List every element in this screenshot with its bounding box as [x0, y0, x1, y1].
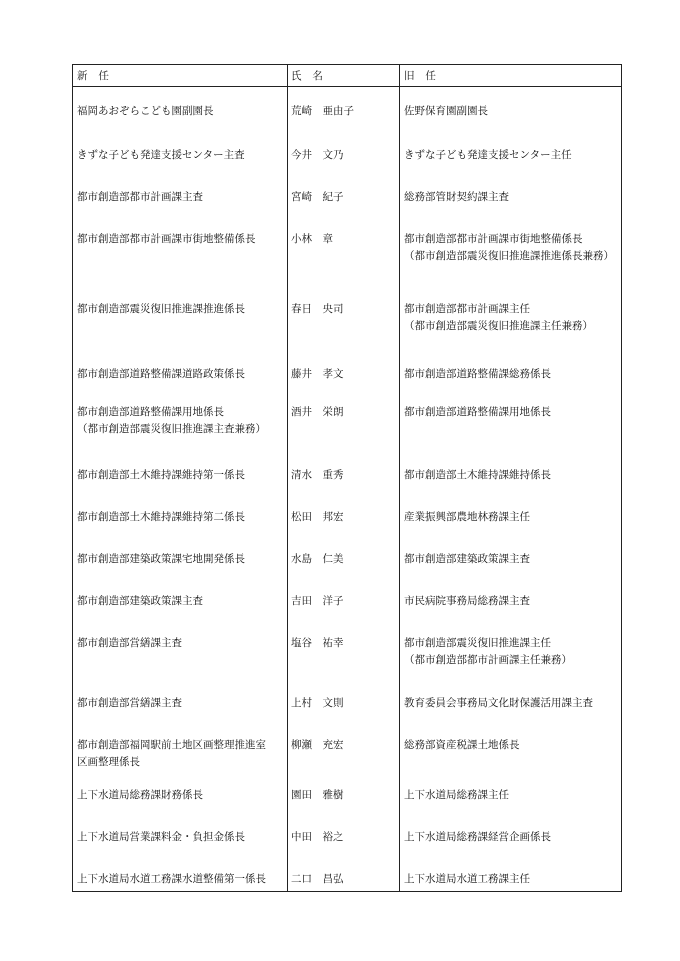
old-post-text: （都市創造部震災復旧推進課主任兼務）	[404, 320, 593, 332]
old-post-text: 都市創造部土木維持課維持係長	[404, 469, 551, 481]
name-cell: 松田 邦宏	[291, 511, 344, 523]
name-cell: 酒井 栄朗	[291, 406, 344, 418]
old-post-text: 都市創造部震災復旧推進課主任	[404, 637, 551, 649]
column-divider	[287, 65, 288, 891]
new-post-cell	[77, 829, 285, 846]
old-post-text: 都市創造部都市計画課主任	[404, 303, 530, 315]
new-post-text: 都市創造部建築政策課主査	[77, 595, 203, 607]
personnel-table	[72, 64, 622, 892]
new-post-text: 上下水道局営業課料金・負担金係長	[77, 831, 245, 843]
header-new-post: 新 任	[77, 70, 110, 82]
name-cell: 柳瀬 充宏	[291, 739, 344, 751]
name-cell: 荒崎 亜由子	[291, 105, 354, 117]
new-post-text: 都市創造部営繕課主査	[77, 637, 182, 649]
new-post-cell	[77, 509, 285, 526]
new-post-text: きずな子ども発達支援センター主査	[77, 149, 245, 161]
old-post-text: 都市創造部都市計画課市街地整備係長	[404, 233, 583, 245]
old-post-text: きずな子ども発達支援センター主任	[404, 149, 572, 161]
name-cell: 小林 章	[291, 233, 333, 245]
new-post-text: 福岡あおぞらこども園副園長	[77, 105, 214, 117]
new-post-text: 都市創造部道路整備課用地係長	[77, 406, 224, 418]
old-post-text: 教育委員会事務局文化財保護活用課主査	[404, 697, 593, 709]
old-post-cell	[404, 103, 620, 120]
old-post-cell	[404, 404, 620, 421]
new-post-cell	[77, 695, 285, 712]
old-post-cell	[404, 871, 620, 888]
new-post-text: 都市創造部土木維持課維持第一係長	[77, 469, 245, 481]
new-post-text: 都市創造部道路整備課道路政策係長	[77, 368, 245, 380]
old-post-text: 佐野保育園副園長	[404, 105, 488, 117]
new-post-text: 都市創造部営繕課主査	[77, 697, 182, 709]
old-post-cell	[404, 635, 620, 669]
name-cell: 園田 雅樹	[291, 789, 344, 801]
old-post-cell	[404, 787, 620, 804]
old-post-text: 産業振興部農地林務課主任	[404, 511, 530, 523]
name-cell: 藤井 孝文	[291, 368, 344, 380]
old-post-text: 市民病院事務局総務課主査	[404, 595, 530, 607]
old-post-text: （都市創造部都市計画課主任兼務）	[404, 654, 572, 666]
new-post-text: 区画整理係長	[77, 756, 140, 768]
old-post-cell	[404, 189, 620, 206]
name-cell: 吉田 洋子	[291, 595, 344, 607]
new-post-cell	[77, 635, 285, 652]
old-post-text: 上下水道局総務課主任	[404, 789, 509, 801]
new-post-cell	[77, 103, 285, 120]
header-old-post: 旧 任	[404, 70, 437, 82]
name-cell: 中田 裕之	[291, 831, 344, 843]
new-post-text: 上下水道局水道工務課水道整備第一係長	[77, 873, 266, 885]
old-post-cell	[404, 301, 620, 335]
old-post-text: 総務部資産税課土地係長	[404, 739, 520, 751]
old-post-text: （都市創造部震災復旧推進課推進係長兼務）	[404, 250, 614, 262]
new-post-text: 都市創造部建築政策課宅地開発係長	[77, 553, 245, 565]
old-post-cell	[404, 366, 620, 383]
new-post-cell	[77, 189, 285, 206]
new-post-cell	[77, 404, 285, 438]
name-cell: 二口 昌弘	[291, 873, 344, 885]
name-cell: 今井 文乃	[291, 149, 344, 161]
old-post-cell	[404, 509, 620, 526]
old-post-text: 上下水道局水道工務課主任	[404, 873, 530, 885]
new-post-cell	[77, 871, 285, 888]
new-post-text: 都市創造部都市計画課主査	[77, 191, 203, 203]
old-post-text: 総務部管財契約課主査	[404, 191, 509, 203]
new-post-cell	[77, 467, 285, 484]
name-cell: 清水 重秀	[291, 469, 344, 481]
new-post-cell	[77, 737, 285, 771]
name-cell: 上村 文則	[291, 697, 344, 709]
new-post-cell	[77, 366, 285, 383]
new-post-text: 都市創造部土木維持課維持第二係長	[77, 511, 245, 523]
old-post-text: 都市創造部建築政策課主査	[404, 553, 530, 565]
name-cell: 宮崎 紀子	[291, 191, 344, 203]
old-post-text: 都市創造部道路整備課用地係長	[404, 406, 551, 418]
new-post-cell	[77, 231, 285, 248]
new-post-cell	[77, 147, 285, 164]
old-post-cell	[404, 467, 620, 484]
name-cell: 水島 仁美	[291, 553, 344, 565]
old-post-cell	[404, 231, 620, 265]
table-header	[73, 65, 621, 87]
new-post-cell	[77, 593, 285, 610]
new-post-text: 都市創造部福岡駅前土地区画整理推進室	[77, 739, 266, 751]
name-cell: 塩谷 祐幸	[291, 637, 344, 649]
new-post-cell	[77, 301, 285, 318]
old-post-cell	[404, 695, 620, 712]
old-post-text: 都市創造部道路整備課総務係長	[404, 368, 551, 380]
old-post-cell	[404, 593, 620, 610]
new-post-text: 上下水道局総務課財務係長	[77, 789, 203, 801]
old-post-cell	[404, 147, 620, 164]
name-cell: 春日 央司	[291, 303, 344, 315]
new-post-text: 都市創造部都市計画課市街地整備係長	[77, 233, 256, 245]
old-post-text: 上下水道局総務課経営企画係長	[404, 831, 551, 843]
column-divider	[399, 65, 400, 891]
old-post-cell	[404, 737, 620, 754]
old-post-cell	[404, 829, 620, 846]
old-post-cell	[404, 551, 620, 568]
new-post-text: （都市創造部震災復旧推進課主査兼務）	[77, 423, 266, 435]
header-name: 氏 名	[291, 70, 324, 82]
new-post-cell	[77, 787, 285, 804]
new-post-cell	[77, 551, 285, 568]
new-post-text: 都市創造部震災復旧推進課推進係長	[77, 303, 245, 315]
